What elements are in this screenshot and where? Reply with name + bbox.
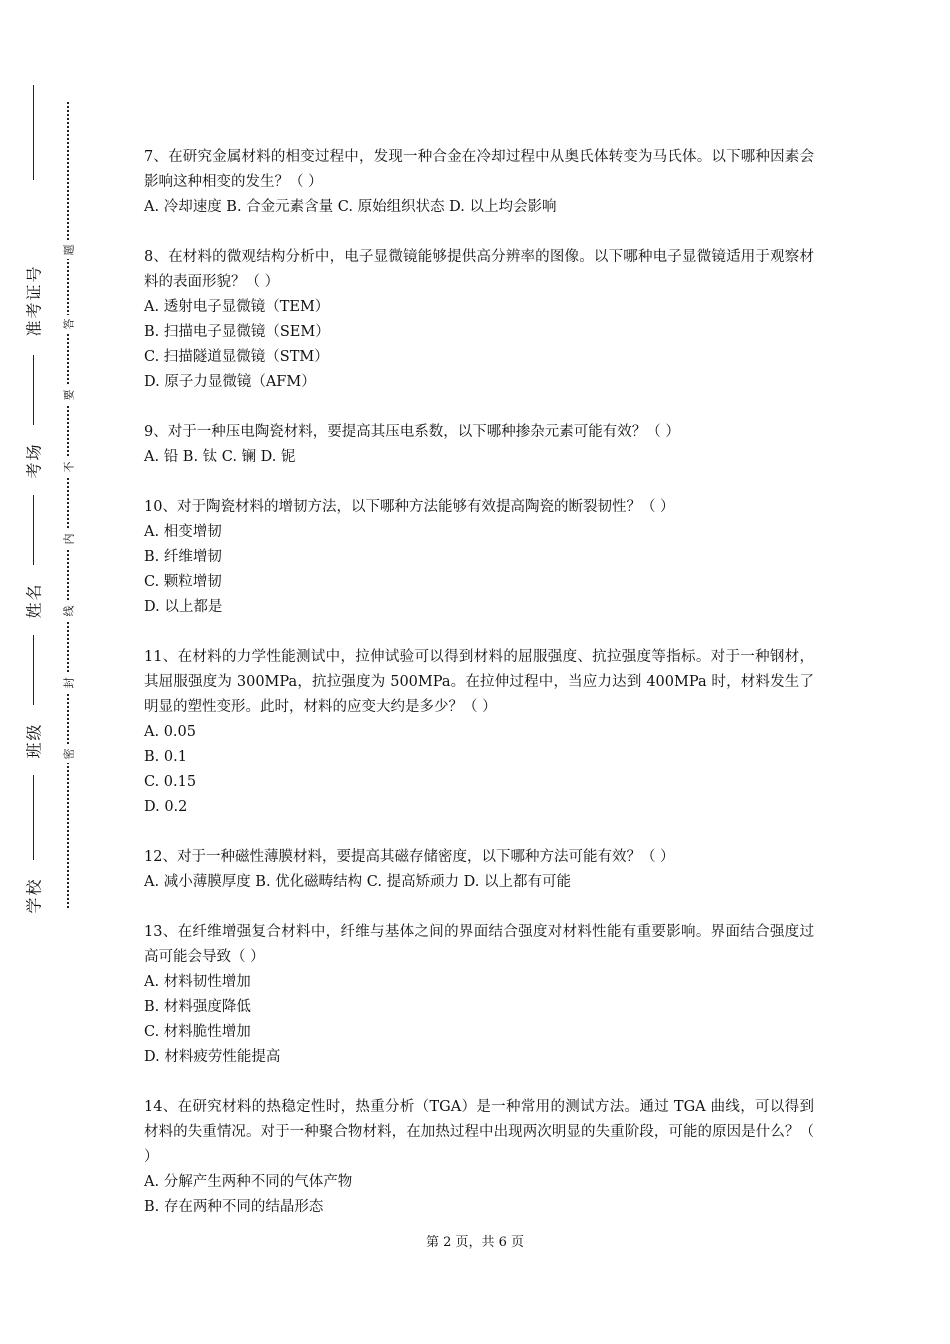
question-text: 7、在研究金属材料的相变过程中，发现一种合金在冷却过程中从奥氏体转变为马氏体。以下哪种因素会影响这种相变的发生？（ ） (144, 149, 814, 190)
question-11 (144, 645, 814, 820)
question-list (144, 145, 814, 1245)
option-b: B. 纤维增韧 (144, 549, 222, 565)
question-text: 8、在材料的微观结构分析中，电子显微镜能够提供高分辨率的图像。以下哪种电子显微镜适用于观察材料的表面形貌？（ ） (144, 249, 814, 290)
option-c: C. 材料脆性增加 (144, 1024, 251, 1040)
option-a: A. 透射电子显微镜（TEM） (144, 299, 330, 315)
seal-char: 要 (59, 386, 77, 404)
page-footer: 第 2 页，共 6 页 (425, 1235, 525, 1250)
question-9 (144, 420, 814, 470)
question-12 (144, 845, 814, 895)
option-c: C. 颗粒增韧 (144, 574, 222, 590)
seal-char: 题 (59, 241, 77, 259)
question-text: 10、对于陶瓷材料的增韧方法，以下哪种方法能够有效提高陶瓷的断裂韧性？（ ） (144, 499, 675, 515)
option-b: B. 0.1 (144, 749, 187, 765)
option-a: A. 材料韧性增加 (144, 974, 251, 990)
option-d: D. 原子力显微镜（AFM） (144, 374, 316, 390)
label-class: 班级 (24, 721, 44, 759)
seal-char: 线 (59, 602, 77, 620)
label-name: 姓名 (24, 581, 44, 619)
question-text: 11、在材料的力学性能测试中，拉伸试验可以得到材料的屈服强度、抗拉强度等指标。对于一种钢材，其屈服强度为 300MPa，抗拉强度为 500MPa。在拉伸过程中，当应力达到 400MPa 时，材料发生了明显的塑性变形。此时，材料的应变大约是多少？（ ） (144, 649, 814, 715)
label-exam-room: 考场 (24, 441, 44, 479)
option-c: C. 扫描隧道显微镜（STM） (144, 349, 329, 365)
label-exam-number: 准考证号 (24, 263, 44, 337)
question-10 (144, 495, 814, 620)
seal-char: 密 (59, 745, 77, 763)
option-b: B. 扫描电子显微镜（SEM） (144, 324, 330, 340)
option-d: D. 以上都是 (144, 599, 223, 615)
question-7 (144, 145, 814, 220)
option-line: A. 减小薄膜厚度 B. 优化磁畴结构 C. 提高矫顽力 D. 以上都有可能 (144, 874, 572, 890)
question-text: 12、对于一种磁性薄膜材料，要提高其磁存储密度，以下哪种方法可能有效？（ ） (144, 849, 675, 865)
binding-margin (14, 85, 50, 935)
option-d: D. 材料疲劳性能提高 (144, 1049, 281, 1065)
seal-char: 不 (59, 458, 77, 476)
seal-dotted-line (67, 102, 69, 908)
option-line: A. 铅 B. 钛 C. 镧 D. 铌 (144, 449, 296, 465)
question-14 (144, 1095, 814, 1220)
seal-char: 答 (59, 315, 77, 333)
binding-line (33, 775, 34, 860)
question-8 (144, 245, 814, 395)
binding-line (33, 495, 34, 565)
seal-char: 封 (59, 674, 77, 692)
seal-char: 内 (59, 530, 77, 548)
binding-line (33, 635, 34, 705)
option-a: A. 0.05 (144, 724, 196, 740)
binding-line (33, 355, 34, 425)
option-b: B. 存在两种不同的结晶形态 (144, 1199, 324, 1215)
label-school: 学校 (24, 876, 44, 914)
option-d: D. 0.2 (144, 799, 188, 815)
question-13 (144, 920, 814, 1070)
option-b: B. 材料强度降低 (144, 999, 251, 1015)
option-line: A. 冷却速度 B. 合金元素含量 C. 原始组织状态 D. 以上均会影响 (144, 199, 557, 215)
question-text: 9、对于一种压电陶瓷材料，要提高其压电系数，以下哪种掺杂元素可能有效？（ ） (144, 424, 680, 440)
binding-line (33, 85, 34, 180)
option-a: A. 相变增韧 (144, 524, 222, 540)
option-a: A. 分解产生两种不同的气体产物 (144, 1174, 353, 1190)
question-text: 13、在纤维增强复合材料中，纤维与基体之间的界面结合强度对材料性能有重要影响。界面结合强度过高可能会导致（ ） (144, 924, 814, 965)
question-text: 14、在研究材料的热稳定性时，热重分析（TGA）是一种常用的测试方法。通过 TGA 曲线，可以得到材料的失重情况。对于一种聚合物材料，在加热过程中出现两次明显的失重阶段，可能的原因是什么？（ ） (144, 1099, 814, 1165)
option-c: C. 0.15 (144, 774, 197, 790)
